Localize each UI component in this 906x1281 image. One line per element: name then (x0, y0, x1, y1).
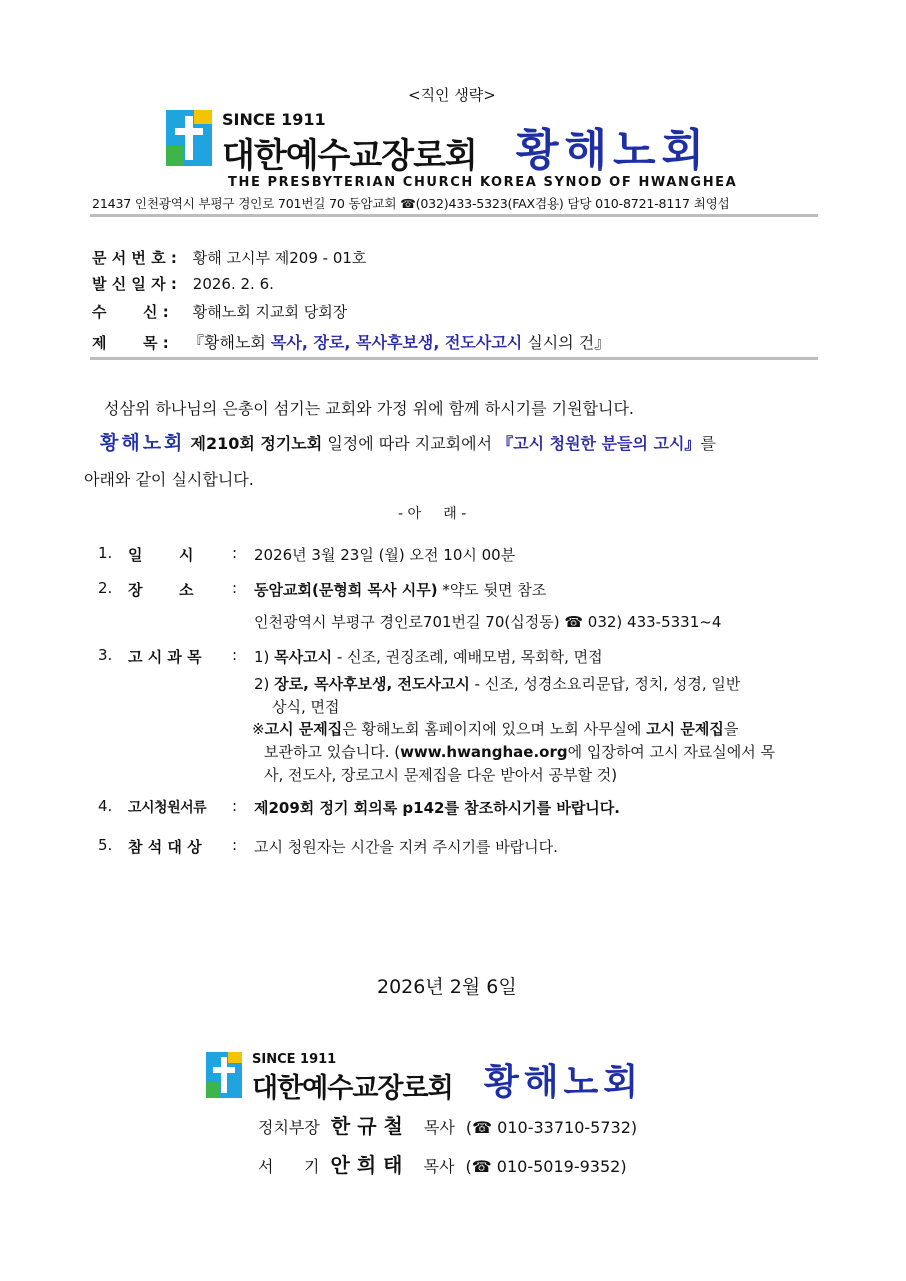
doc-number-label: 문 서 번 호 : (92, 249, 177, 267)
signature-line-2 (258, 1149, 627, 1178)
item-label: 고시청원서류 (128, 800, 207, 816)
intro-end: 를 (700, 434, 716, 453)
since-1911-label: SINCE 1911 (222, 110, 326, 129)
header-divider (90, 214, 818, 217)
address-line: 21437 인천광역시 부평구 경인로 701번길 70 동암교회 ☎(032)433-5323(FAX겸용) 담당 010-8721-8117 최영섭 (92, 196, 730, 211)
item-number: 5. (98, 836, 113, 854)
location-address: 인천광역시 부평구 경인로701번길 70(십정동) ☎ 032) 433-5331~4 (254, 613, 722, 631)
intro-mid: 일정에 따라 지교회에서 (322, 434, 498, 453)
sign-name: 한 규 철 (330, 1114, 403, 1138)
church-cross-logo-icon (166, 110, 212, 166)
note-line-2 (264, 741, 775, 762)
sub-title: 장로, 목사후보생, 전도사고시 (274, 675, 470, 693)
sub-prefix: 1) (254, 648, 275, 666)
note-end: 을 (723, 720, 739, 738)
item-label: 참 석 대 상 (128, 838, 202, 856)
item-colon: : (232, 544, 238, 562)
item-colon: : (232, 646, 238, 664)
recipient-label: 수 신 : (92, 303, 169, 321)
item-value: 고시 청원자는 시간을 지켜 주시기를 바랍니다. (254, 838, 558, 856)
note-pre: 보관하고 있습니다. ( (264, 743, 401, 761)
omit-stamp-note: <직인 생략> (408, 86, 496, 104)
item-number: 2. (98, 579, 113, 597)
doc-number-row (92, 247, 366, 268)
sub-prefix: 2) (254, 675, 275, 693)
greeting-line: 성삼위 하나님의 은총이 섬기는 교회와 가정 위에 함께 하시기를 기원합니다. (104, 399, 634, 418)
sign-phone: (☎ 010-33710-5732) (465, 1118, 638, 1137)
sign-role: 정치부장 (258, 1118, 320, 1137)
item-number: 3. (98, 646, 113, 664)
homepage-url: www.hwanghae.org (400, 743, 568, 761)
church-cross-logo-icon (206, 1052, 242, 1098)
subject-row (92, 330, 610, 353)
below-title: - 아 래 - (398, 506, 467, 522)
footer-synod-name: 황해노회 (484, 1061, 644, 1103)
intro-continuation: 아래와 같이 실시합니다. (84, 470, 254, 489)
english-church-name: THE PRESBYTERIAN CHURCH KOREA SYNOD OF HWANGHEA (228, 175, 738, 190)
item-value: 제209회 정기 회의록 p142를 참조하시기를 바랍니다. (254, 799, 620, 817)
sub-elder-exam-cont: 상식, 면접 (272, 698, 340, 716)
sign-phone: (☎ 010-5019-9352) (465, 1157, 627, 1176)
synod-name-logo: 황해노회 (516, 125, 711, 176)
note-bold: 고시 문제집 (264, 720, 343, 738)
subject-prefix: 『황해노회 (188, 333, 271, 352)
item-value (254, 579, 546, 600)
sub-subjects: - 신조, 성경소요리문답, 정치, 성경, 일반 (469, 675, 741, 693)
footer-date: 2026년 2월 6일 (377, 976, 517, 998)
note-line-1 (252, 718, 738, 739)
item-colon: : (232, 797, 238, 815)
recipient-value: 황해노회 지교회 당회장 (192, 303, 348, 321)
item-colon: : (232, 836, 238, 854)
send-date-label: 발 신 일 자 : (92, 275, 177, 293)
item-value: 2026년 3월 23일 (월) 오전 10시 00분 (254, 546, 516, 564)
footer-since-label: SINCE 1911 (252, 1052, 337, 1067)
exam-highlight: 『고시 청원한 분들의 고시』 (497, 434, 701, 453)
sign-role: 서 기 (258, 1157, 320, 1176)
recipient-row (92, 301, 347, 322)
note-mark: ※ (252, 720, 265, 738)
meeting-name: 제210회 정기노회 (190, 434, 323, 453)
church-name: 대한예수교장로회 (222, 136, 477, 176)
signature-line-1 (258, 1110, 637, 1139)
note-mid: 은 황해노회 홈페이지에 있으며 노회 사무실에 (342, 720, 647, 738)
note-rest: 에 입장하여 고시 자료실에서 목 (567, 743, 776, 761)
item-label: 고 시 과 목 (128, 648, 202, 666)
doc-number-value: 황해 고시부 제209 - 01호 (192, 249, 367, 267)
location-church: 동암교회(문형희 목사 시무) (254, 581, 438, 599)
note-line-3: 사, 전도사, 장로고시 문제집을 다운 받아서 공부할 것) (264, 766, 618, 784)
footer-church-name: 대한예수교장로회 (252, 1073, 453, 1104)
location-note: *약도 뒷면 참조 (437, 581, 547, 599)
item-label: 장 소 (128, 581, 194, 599)
send-date-row (92, 273, 274, 294)
subject-label: 제 목 : (92, 334, 169, 352)
subject-highlight: 목사, 장로, 목사후보생, 전도사고시 (270, 333, 523, 352)
intro-line (100, 428, 716, 455)
sub-subjects: - 신조, 권징조례, 예배모범, 목회학, 면접 (332, 648, 603, 666)
item-colon: : (232, 579, 238, 597)
note-bold: 고시 문제집 (646, 720, 724, 738)
item-label: 일 시 (128, 546, 194, 564)
send-date-value: 2026. 2. 6. (192, 275, 274, 293)
meta-divider (90, 357, 818, 360)
sub-elder-exam (254, 673, 740, 694)
sign-title: 목사 (423, 1157, 455, 1176)
sub-pastor-exam (254, 646, 603, 667)
item-number: 1. (98, 544, 113, 562)
sub-title: 목사고시 (274, 648, 333, 666)
synod-logo-inline: 황해노회 (100, 432, 186, 454)
sign-title: 목사 (423, 1118, 455, 1137)
subject-suffix: 실시의 건』 (522, 333, 611, 352)
sign-name: 안 희 태 (330, 1153, 403, 1177)
item-number: 4. (98, 797, 113, 815)
